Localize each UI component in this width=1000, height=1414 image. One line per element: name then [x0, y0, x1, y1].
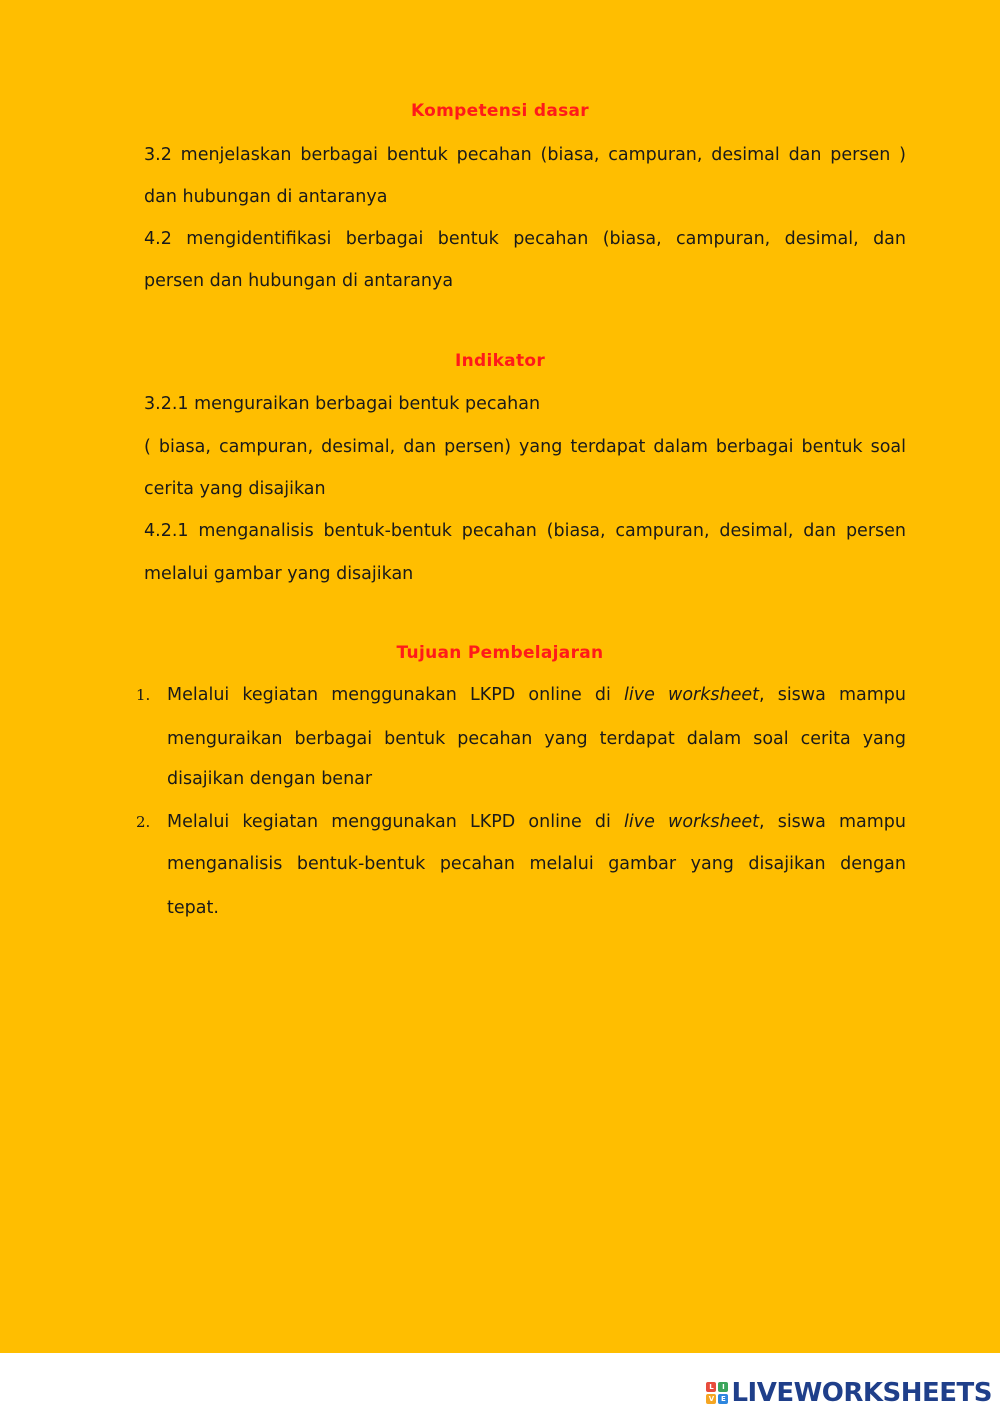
tujuan-item-1-line-2: menguraikan berbagai bentuk pecahan yang terdapat dalam soal cerita yang — [167, 729, 906, 749]
tujuan-item-2-line-2: menganalisis bentuk-bentuk pecahan melalui gambar yang disajikan dengan — [167, 854, 906, 874]
list-marker-2: 2. — [136, 813, 151, 831]
logo-letter-e: E — [718, 1394, 728, 1404]
indikator-line-4: 4.2.1 menganalisis bentuk-bentuk pecahan (biasa, campuran, desimal, dan persen — [144, 521, 906, 541]
emphasis-text: live worksheet — [624, 685, 759, 705]
indikator-title: Indikator — [454, 351, 546, 371]
logo-icon — [706, 1382, 728, 1404]
logo-letter-l: L — [706, 1382, 716, 1392]
indikator-line-3: cerita yang disajikan — [144, 479, 326, 499]
text-segment: Melalui kegiatan menggunakan LKPD online di — [167, 685, 625, 705]
logo-text: LIVEWORKSHEETS — [731, 1378, 992, 1408]
kompetensi-line-3: 4.2 mengidentifikasi berbagai bentuk pecahan (biasa, campuran, desimal, dan — [144, 229, 906, 249]
kompetensi-line-4: persen dan hubungan di antaranya — [144, 271, 454, 291]
tujuan-item-2-line-1 — [167, 810, 906, 834]
list-marker-1: 1. — [136, 686, 151, 704]
text-segment: , siswa mampu — [759, 812, 906, 832]
tujuan-item-2-line-3: tepat. — [167, 898, 219, 918]
indikator-line-1: 3.2.1 menguraikan berbagai bentuk pecahan — [144, 394, 541, 414]
kompetensi-line-2: dan hubungan di antaranya — [144, 187, 388, 207]
tujuan-item-1-line-3: disajikan dengan benar — [167, 769, 373, 789]
logo-letter-i: I — [718, 1382, 728, 1392]
indikator-line-5: melalui gambar yang disajikan — [144, 564, 414, 584]
liveworksheets-logo[interactable] — [706, 1377, 992, 1409]
emphasis-text: live worksheet — [624, 812, 759, 832]
kompetensi-title: Kompetensi dasar — [410, 101, 589, 121]
text-segment: , siswa mampu — [759, 685, 906, 705]
logo-letter-v: V — [706, 1394, 716, 1404]
tujuan-item-1-line-1 — [167, 683, 906, 707]
kompetensi-line-1: 3.2 menjelaskan berbagai bentuk pecahan (biasa, campuran, desimal dan persen ) — [144, 145, 906, 165]
tujuan-title: Tujuan Pembelajaran — [396, 643, 604, 663]
text-segment: Melalui kegiatan menggunakan LKPD online di — [167, 812, 625, 832]
indikator-line-2: ( biasa, campuran, desimal, dan persen) yang terdapat dalam berbagai bentuk soal — [144, 437, 906, 457]
